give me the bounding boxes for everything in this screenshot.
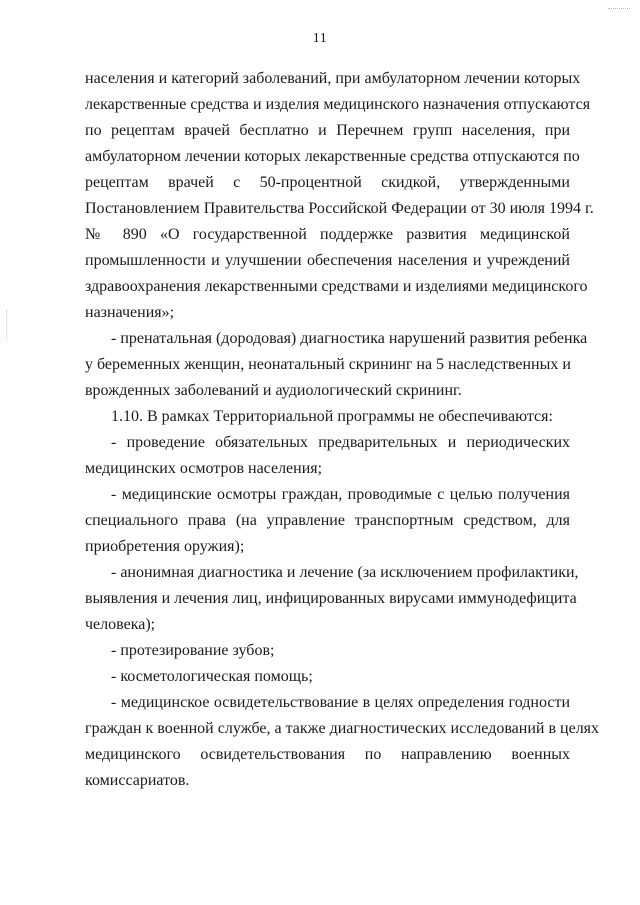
text-line: № 890 «О государственной поддержке развития медицинской: [85, 226, 570, 243]
text-line: - проведение обязательных предварительных и периодических: [111, 434, 570, 451]
text-line: у беременных женщин, неонатальный скрининг на 5 наследственных и: [85, 356, 571, 373]
text-line: врожденных заболеваний и аудиологический скрининг.: [85, 382, 462, 399]
text-line: - пренатальная (дородовая) диагностика нарушений развития ребенка: [111, 330, 588, 347]
text-line: приобретения оружия);: [85, 538, 245, 555]
text-line: специального права (на управление транспортным средством, для: [85, 512, 570, 529]
text-line: по рецептам врачей бесплатно и Перечнем групп населения, при: [85, 122, 570, 139]
text-line: - медицинское освидетельствование в целях определения годности: [111, 694, 570, 711]
text-line: - косметологическая помощь;: [111, 668, 313, 685]
text-line: Постановлением Правительства Российской Федерации от 30 июля 1994 г.: [85, 200, 594, 217]
text-line: здравоохранения лекарственными средствами и изделиями медицинского: [85, 278, 588, 295]
text-line: промышленности и улучшении обеспечения населения и учреждений: [85, 252, 570, 269]
text-line: амбулаторном лечении которых лекарственные средства отпускаются по: [85, 148, 580, 165]
text-line: комиссариатов.: [85, 772, 190, 789]
text-line: лекарственные средства и изделия медицинского назначения отпускаются: [85, 96, 591, 113]
scan-corner-mark: [608, 0, 630, 9]
scan-edge-mark: [6, 310, 8, 340]
text-line: населения и категорий заболеваний, при амбулаторном лечении которых: [85, 70, 581, 87]
text-line: человека);: [85, 616, 156, 633]
text-line: медицинского освидетельствования по направлению военных: [85, 746, 570, 763]
text-line: медицинских осмотров населения;: [85, 460, 323, 477]
page-number: 11: [312, 31, 328, 46]
section-heading: 1.10. В рамках Территориальной программы не обеспечиваются:: [111, 408, 553, 425]
text-line: - анонимная диагностика и лечение (за исключением профилактики,: [111, 564, 579, 581]
text-line: - медицинские осмотры граждан, проводимые с целью получения: [111, 486, 570, 503]
text-line: - протезирование зубов;: [111, 642, 275, 659]
text-line: выявления и лечения лиц, инфицированных вирусами иммунодефицита: [85, 590, 577, 607]
text-line: граждан к военной службе, а также диагностических исследований в целях: [85, 720, 600, 737]
text-line: рецептам врачей с 50-процентной скидкой, утвержденными: [85, 174, 570, 191]
text-line: назначения»;: [85, 304, 175, 321]
